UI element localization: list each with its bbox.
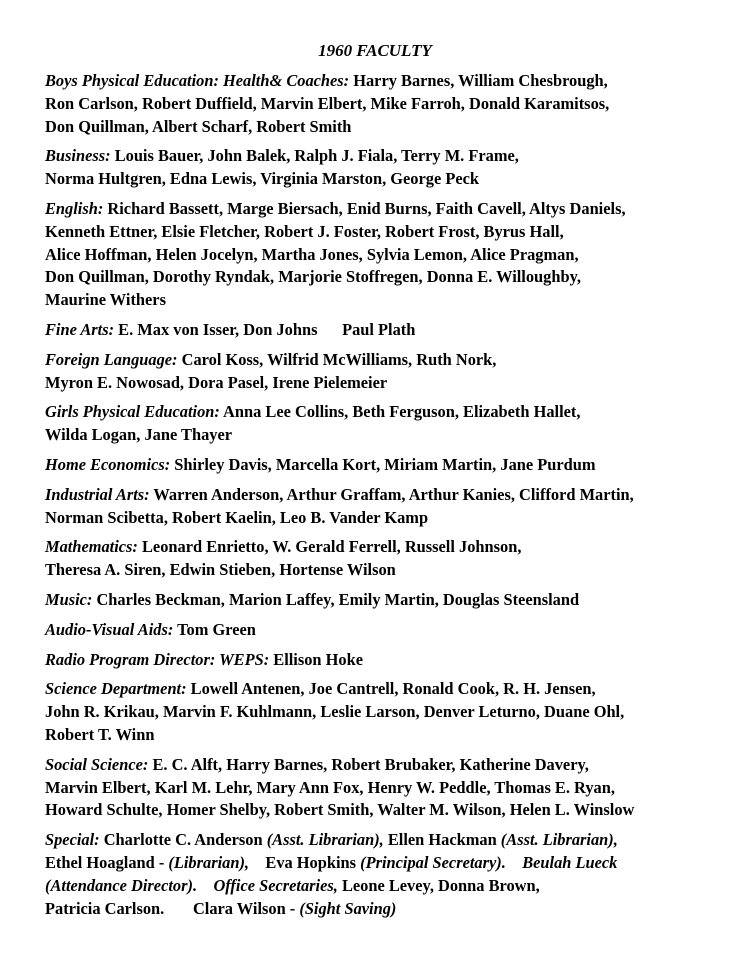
section-names: Leonard Enrietto, W. Gerald Ferrell, Russell Johnson, [137, 537, 522, 557]
section-girls-physical-education [45, 401, 750, 447]
role-note: Office Secretaries, [197, 875, 338, 895]
section-names: Don Quillman, Dorothy Ryndak, Marjorie Stoffregen, Donna E. Willoughby, [45, 267, 581, 287]
section-names: Harry Barnes, William Chesbrough, [349, 71, 608, 90]
section-music [45, 589, 750, 612]
section-names: Beulah Lueck [505, 852, 618, 872]
section-names: Maurine Withers [45, 290, 166, 310]
section-names: Ellen Hackman [383, 830, 501, 850]
section-names: Wilda Logan, Jane Thayer [45, 425, 233, 445]
section-radio-program-director [45, 649, 750, 672]
section-names: Ron Carlson, Robert Duffield, Marvin Elbert, Mike Farroh, Donald Karamitsos, [45, 93, 610, 113]
section-heading: Mathematics: [45, 537, 138, 557]
section-names: Charlotte C. Anderson [99, 830, 267, 850]
section-heading: Social Science: [45, 754, 149, 774]
section-home-economics [45, 454, 750, 477]
section-names: Robert T. Winn [45, 724, 155, 744]
section-mathematics [45, 536, 750, 582]
section-names: Richard Bassett, Marge Biersach, Enid Burns, Faith Cavell, Altys Daniels, [103, 198, 626, 218]
section-business [45, 145, 750, 191]
role-note: (Librarian), [168, 852, 249, 872]
section-english [45, 198, 750, 312]
section-foreign-language [45, 349, 750, 395]
role-note: (Attendance Director). [45, 875, 198, 895]
section-names: Patricia Carlson. [45, 898, 165, 918]
section-names: Ellison Hoke [269, 649, 363, 669]
section-heading: Audio-Visual Aids: [45, 619, 174, 639]
section-heading: Foreign Language: [45, 349, 178, 369]
section-heading: Home Economics: [45, 454, 171, 474]
section-audio-visual-aids [45, 619, 750, 642]
section-names: Warren Anderson, Arthur Graffam, Arthur Kanies, Clifford Martin, [149, 484, 634, 504]
section-science-department [45, 678, 750, 746]
section-heading: Girls Physical Education: [45, 402, 220, 422]
section-heading: Industrial Arts: [45, 484, 150, 504]
section-names: Theresa A. Siren, Edwin Stieben, Hortense Wilson [45, 560, 396, 580]
section-names: Clara Wilson - [164, 898, 300, 918]
section-heading: Music: [45, 589, 93, 609]
section-heading: Boys Physical Education: Health& Coaches: [45, 71, 350, 90]
section-names: John R. Krikau, Marvin F. Kuhlmann, Leslie Larson, Denver Leturno, Duane Ohl, [45, 702, 625, 722]
section-social-science [45, 754, 750, 822]
section-special [45, 829, 750, 920]
section-boys-physical-education [45, 70, 750, 138]
section-heading: Science Department: [45, 679, 187, 699]
section-names: Lowell Antenen, Joe Cantrell, Ronald Cook, R. H. Jensen, [186, 679, 596, 699]
section-names: Marvin Elbert, Karl M. Lehr, Mary Ann Fox, Henry W. Peddle, Thomas E. Ryan, [45, 777, 615, 797]
role-note: (Asst. Librarian), [266, 830, 384, 850]
section-heading: Special: [45, 830, 100, 850]
role-note: (Principal Secretary). [360, 852, 506, 872]
section-industrial-arts [45, 484, 750, 530]
section-names: Myron E. Nowosad, Dora Pasel, Irene Pielemeier [45, 372, 388, 392]
section-names: Norma Hultgren, Edna Lewis, Virginia Marston, George Peck [45, 169, 480, 189]
section-names: Howard Schulte, Homer Shelby, Robert Smith, Walter M. Wilson, Helen L. Winslow [45, 800, 635, 820]
section-names: Carol Koss, Wilfrid McWilliams, Ruth Nork, [177, 349, 497, 369]
section-names: Norman Scibetta, Robert Kaelin, Leo B. Vander Kamp [45, 507, 429, 527]
section-heading: English: [45, 198, 104, 218]
section-names: Don Quillman, Albert Scharf, Robert Smith [45, 116, 352, 136]
section-heading: Radio Program Director: WEPS: [45, 649, 270, 669]
role-note: (Sight Saving) [299, 898, 397, 918]
section-names: Leone Levey, Donna Brown, [337, 875, 540, 895]
page-title: 1960 FACULTY [318, 41, 432, 60]
section-names: E. C. Alft, Harry Barnes, Robert Brubaker, Katherine Davery, [148, 754, 589, 774]
section-names: Anna Lee Collins, Beth Ferguson, Elizabeth Hallet, [219, 402, 581, 422]
section-names: Tom Green [173, 619, 256, 639]
section-fine-arts [45, 319, 750, 342]
section-names: Shirley Davis, Marcella Kort, Miriam Martin, Jane Purdum [170, 454, 596, 474]
section-names: Alice Hoffman, Helen Jocelyn, Martha Jones, Sylvia Lemon, Alice Pragman, [45, 244, 579, 264]
section-heading: Fine Arts: [45, 319, 115, 339]
section-names: E. Max von Isser, Don Johns Paul Plath [114, 319, 416, 339]
section-names: Ethel Hoagland - [45, 852, 169, 872]
role-note: (Asst. Librarian), [500, 830, 618, 850]
section-names: Louis Bauer, John Balek, Ralph J. Fiala, Terry M. Frame, [110, 146, 519, 166]
section-heading: Business: [45, 146, 111, 166]
section-names: Charles Beckman, Marion Laffey, Emily Martin, Douglas Steensland [92, 589, 580, 609]
section-names: Kenneth Ettner, Elsie Fletcher, Robert J. Foster, Robert Frost, Byrus Hall, [45, 221, 564, 241]
section-names: Eva Hopkins [249, 852, 361, 872]
